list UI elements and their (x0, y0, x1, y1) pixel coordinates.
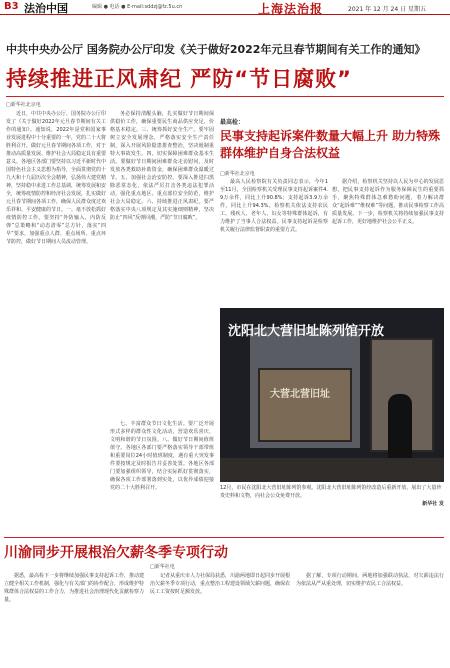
news-photo (220, 308, 444, 482)
section-name: 法治中国 (24, 2, 68, 15)
article-column-3: 七、丰富群众节日文化生活。要广泛开展形式多样的群众性文化活动，营造欢乐喜庆、文明和谐的节日氛围。八、做好节日期间值班值守。各地区各部门要严格落实领导干部带班和重要岗位24小时值班制度，遇有重大突发事件要按规定及时报告并妥善处置。各地区各部门要加强组织领导，结合实际抓好贯彻落实，确保各项工作部署落到实处，以优异成绩迎接党的二十大胜利召开。 (110, 421, 214, 491)
bottom-article-column-1: 记者从重庆市人力社保局获悉，川渝两地即日起同步开展根治欠薪冬季专项行动，重点整治工程建设领域欠薪问题，确保农民工工资按时足额发放。 (150, 573, 290, 595)
photo-caption: 12月，市民在沈阳北大营旧址陈列馆参观。沈阳北大营旧址陈列馆经改造后重新开放，展出了大量珍贵史料和文物，向社会公众免费开放。 新华社 发 (220, 485, 444, 507)
photo-exhibit-frame (258, 368, 352, 442)
right-article-headline: 民事支持起诉案件数量大幅上升 助力特殊群体维护自身合法权益 (220, 129, 441, 160)
right-article-byline: □新华社北京电 (220, 171, 255, 177)
right-article-label: 最高检： (220, 119, 245, 126)
masthead (0, 0, 450, 15)
right-article-column-1: 最高人民检察院有关负责同志表示，今年1至11月，全国检察机关受理民事支持起诉案件4.9万余件，同比上升90.8%；支持起诉3.9万余件，同比上升94.3%。检察机关依法支持农民工、残疾人、老年人、妇女等特殊群体起诉，有力维护了当事人合法权益。民事支持起诉是检察机关履行法律监督职责的重要方式。 (220, 179, 328, 233)
photo-floor (220, 458, 444, 482)
page-badge: B3 (4, 1, 19, 12)
photo-credit: 新华社 发 (422, 501, 444, 507)
bottom-article-headline: 川渝同步开展根治欠薪冬季专项行动 (4, 545, 228, 561)
section-divider (4, 537, 444, 538)
photo-sign: 大营北营旧址 (270, 389, 330, 400)
headline-divider (6, 96, 444, 97)
article-column-2: 务必保持清醒头脑，扎实做好节日期间保供稳价工作，确保重要民生商品供应充足、价格基本稳定。三、统筹抓好安全生产。要牢固树立安全发展理念，严格落实安全生产责任制，深入开展风险隐患排查整治，坚决遏制重特大事故发生。四、切实保障困难群众基本生活。要做好节日期间困难群众走访慰问，及时发放各类救助补助资金，确保困难群众温暖过节。五、加强社会治安防控。要深入推进扫黑除恶常态化，依法严厉打击各类违法犯罪活动，强化重点地区、重点部位安全防范，维护社会大局稳定。六、持续推进正风肃纪。要严格落实中央八项规定及其实施细则精神，坚决防止“四风”反弹回潮，严防“节日腐败”。 (110, 111, 214, 221)
bottom-article-column-2: 据了解，专项行动期间，两地将加强联动执法，对欠薪违法行为依法从严从重处理，切实维护农民工合法权益。 (296, 573, 444, 587)
newspaper-logo: 上海法治报 (258, 2, 324, 16)
article-column-1: 近日，中共中央办公厅、国务院办公厅印发了《关于做好2022年元旦春节期间有关工作的通知》。通知说，2022年是党和国家事业发展进程中十分重要的一年，党的二十大将胜利召开。做好元旦春节期间各项工作，对于推动高质量发展、维护社会大局稳定具有重要意义。各地区各部门要坚持以习近平新时代中国特色社会主义思想为指导，全面贯彻党的十九大和十九届历次全会精神，弘扬伟大建党精神，坚持稳中求进工作总基调，统筹发展和安全，统筹疫情防控和经济社会发展，扎实做好元旦春节期间各项工作，确保人民群众度过欢乐祥和、平安健康的节日。一、毫不放松抓好疫情防控工作。要坚持“外防输入、内防反弹”总策略和“动态清零”总方针，落实“四早”要求，加强重点人群、重点场所、重点环节防控，做好节日期间人员流动管理。 (6, 111, 106, 245)
article-kicker: 中共中央办公厅 国务院办公厅印发《关于做好2022年元旦春节期间有关工作的通知》 (6, 43, 426, 56)
issue-date: 2021 年 12 月 24 日 星期五 (348, 6, 426, 13)
bottom-left-column: 据悉，最高检下一步将继续加强民事支持起诉工作，推动建立健全相关工作机制，强化与有关部门的协作配合，形成维护特殊群体合法权益的工作合力，为推进社会治理现代化贡献检察力量。 (4, 573, 144, 603)
editor-info: 编辑 ● 电话 ● E-mail:sddzj@fz.5u.cn (92, 4, 183, 10)
bottom-article-byline: □新华社电 (150, 564, 175, 570)
right-article-column-2: 据介绍，检察机关坚持以人民为中心的发展思想，把民事支持起诉作为服务保障民生的重要抓手，聚焦特殊群体急难愁盼问题，着力解决群众“起诉难”“维权难”等问题，推动民事检察工作高质量发展。下一步，检察机关将持续加强民事支持起诉工作，更好地维护社会公平正义。 (332, 179, 444, 225)
photo-title: 沈阳北大营旧址陈列馆开放 (228, 324, 385, 339)
article-headline: 持续推进正风肃纪 严防“节日腐败” (6, 67, 352, 91)
article-byline: □新华社北京电 (6, 102, 41, 108)
